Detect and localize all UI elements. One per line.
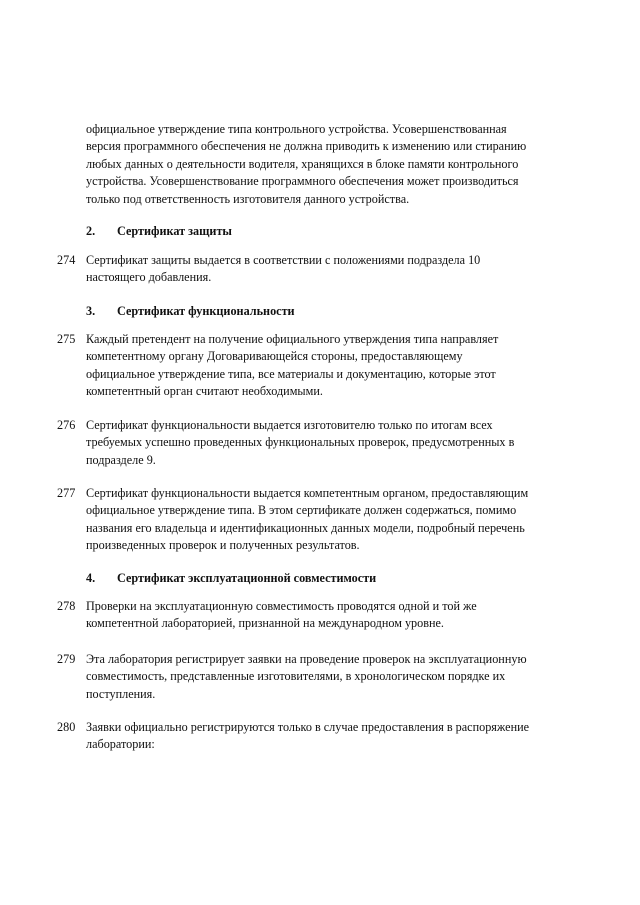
section-heading	[86, 303, 295, 320]
intro-line: официальное утверждение типа контрольного устройства. Усовершенствованная	[86, 122, 507, 136]
paragraph-line: произведенных проверок и полученных результатов.	[86, 538, 360, 553]
section-title: Сертификат эксплуатационной совместимости	[117, 571, 377, 585]
paragraph-number: 275	[57, 332, 76, 346]
paragraph-body	[86, 417, 546, 469]
intro-line: любых данных о деятельности водителя, хранящихся в блоке памяти контрольного	[86, 156, 519, 171]
paragraph-body	[86, 485, 546, 555]
section-heading	[86, 223, 232, 240]
paragraph-line: названия его владельца и идентификационных данных модели, подробный перечень	[86, 520, 525, 535]
paragraph-line: настоящего добавления.	[86, 270, 212, 285]
paragraph-line: Каждый претендент на получение официального утверждения типа направляет	[86, 332, 499, 346]
section-number: 3.	[86, 304, 96, 318]
paragraph-line: совместимость, представленные изготовителями, в хронологическом порядке их	[86, 669, 506, 684]
paragraph-body	[86, 331, 546, 401]
paragraph-line: компетентный орган считают необходимыми.	[86, 384, 323, 399]
intro-line: версия программного обеспечения не должна приводить к изменению или стиранию	[86, 139, 527, 154]
paragraph-number: 279	[57, 652, 76, 666]
intro-line: только под ответственность изготовителя данного устройства.	[86, 191, 410, 206]
section-title: Сертификат функциональности	[117, 304, 295, 318]
section-number: 4.	[86, 571, 96, 585]
paragraph-line: требуемых успешно проведенных функциональных проверок, предусмотренных в	[86, 435, 515, 450]
paragraph-line: официальное утверждение типа. В этом сертификате должен содержаться, помимо	[86, 503, 517, 518]
paragraph-body	[86, 252, 546, 287]
paragraph-line: Проверки на эксплуатационную совместимость проводятся одной и той же	[86, 599, 477, 613]
paragraph-line: Эта лаборатория регистрирует заявки на проведение проверок на эксплуатационную	[86, 652, 527, 666]
paragraph-line: поступления.	[86, 686, 156, 701]
paragraph-line: компетентному органу Договаривающейся стороны, предоставляющему	[86, 349, 463, 364]
paragraph-number: 280	[57, 720, 76, 734]
paragraph-line: Сертификат функциональности выдается компетентным органом, предоставляющим	[86, 486, 529, 500]
paragraph-body	[86, 598, 546, 633]
section-title: Сертификат защиты	[117, 224, 232, 238]
section-heading	[86, 570, 376, 587]
section-number: 2.	[86, 224, 96, 238]
intro-line: устройства. Усовершенствование программного обеспечения может производиться	[86, 174, 519, 189]
paragraph-number: 276	[57, 418, 76, 432]
paragraph-line: лаборатории:	[86, 737, 155, 752]
intro-paragraph	[86, 121, 546, 208]
paragraph-line: Заявки официально регистрируются только в случае предоставления в распоряжение	[86, 720, 530, 734]
paragraph-line: официальное утверждение типа, все материалы и документацию, которые этот	[86, 366, 496, 381]
paragraph-line: компетентной лабораторией, признанной на международном уровне.	[86, 616, 444, 631]
paragraph-body	[86, 719, 546, 754]
paragraph-number: 274	[57, 253, 76, 267]
paragraph-line: Сертификат защиты выдается в соответствии с положениями подраздела 10	[86, 253, 481, 267]
paragraph-body	[86, 651, 546, 703]
paragraph-line: Сертификат функциональности выдается изготовителю только по итогам всех	[86, 418, 493, 432]
paragraph-number: 277	[57, 486, 76, 500]
paragraph-line: подразделе 9.	[86, 452, 156, 467]
paragraph-number: 278	[57, 599, 76, 613]
